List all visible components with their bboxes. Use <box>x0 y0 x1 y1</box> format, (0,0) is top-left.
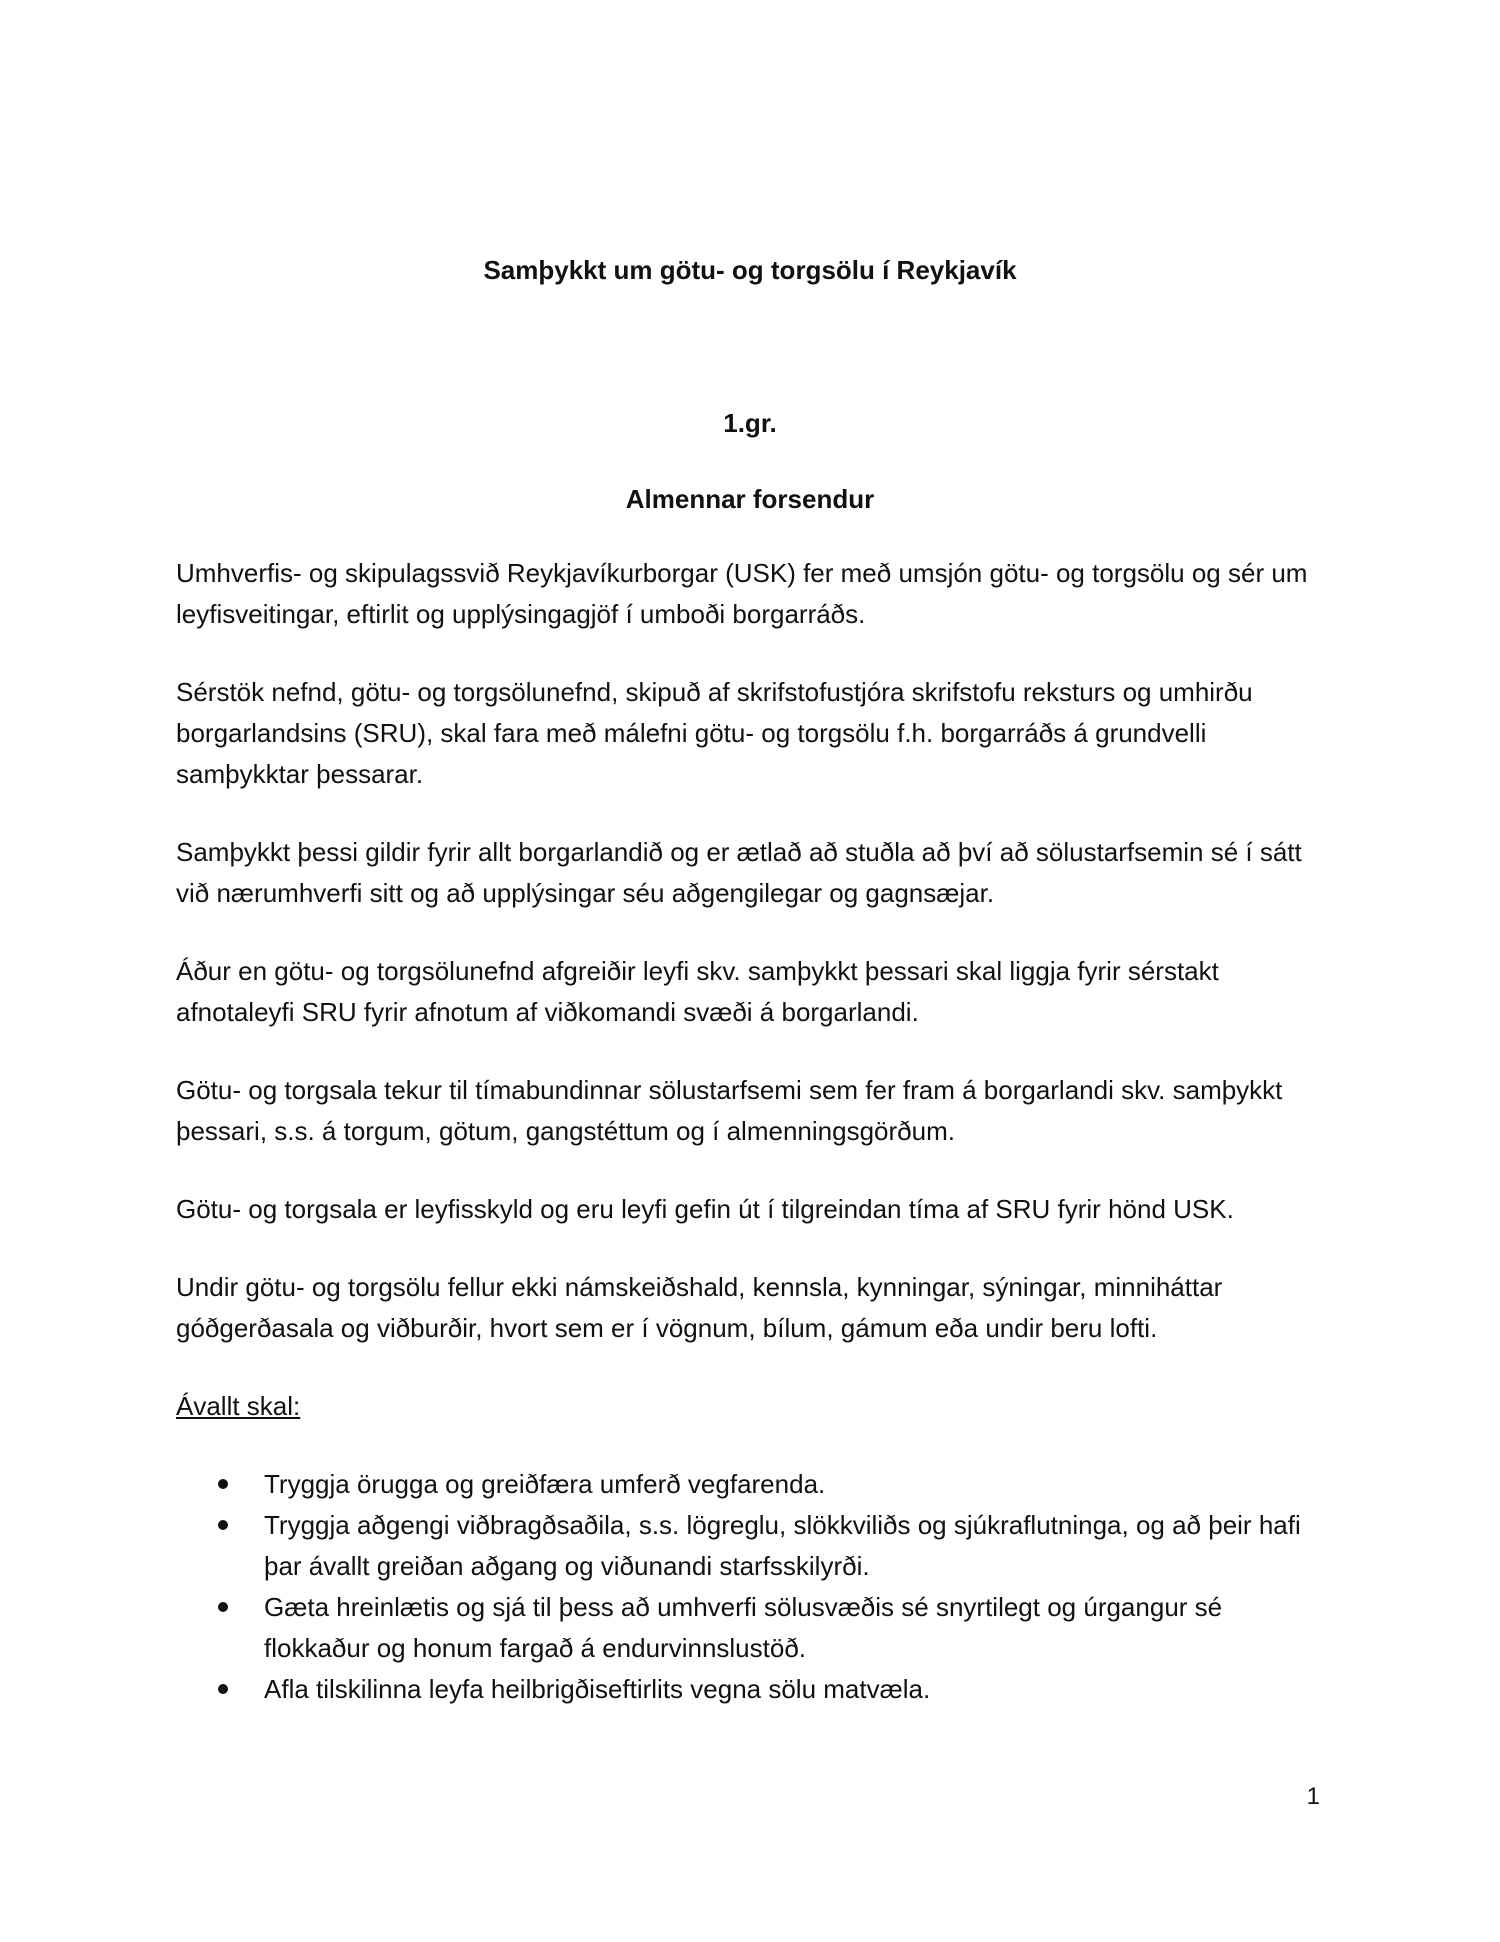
article-number: 1.gr. <box>723 408 777 438</box>
list-item <box>176 1464 1326 1505</box>
paragraph-definition: Götu- og torgsala tekur til tímabundinnar sölustarfsemi sem fer fram á borgarlandi skv. samþykkt þessari, s.s. á torgum, götum, gangstéttum og í almenningsgörðum. <box>176 1075 1283 1146</box>
bullet-icon <box>218 1479 228 1489</box>
article-body <box>176 553 1326 1710</box>
bullet-icon <box>218 1520 228 1530</box>
bullet-icon <box>218 1684 228 1694</box>
list-item-text: Tryggja aðgengi viðbragðsaðila, s.s. lögreglu, slökkviliðs og sjúkraflutninga, og að þeir hafi þar ávallt greiðan aðgang og viðunandi starfsskilyrði. <box>264 1510 1301 1581</box>
list-item <box>176 1669 1326 1710</box>
always-heading: Ávallt skal: <box>176 1391 301 1421</box>
paragraph-licensing: Götu- og torgsala er leyfisskyld og eru leyfi gefin út í tilgreindan tíma af SRU fyrir hönd USK. <box>176 1194 1234 1224</box>
paragraph-committee: Sérstök nefnd, götu- og torgsölunefnd, skipuð af skrifstofustjóra skrifstofu reksturs og umhirðu borgarlandsins (SRU), skal fara með málefni götu- og torgsölu f.h. borgarráðs á grundvelli samþykktar þessarar. <box>176 677 1253 789</box>
document-title: Samþykkt um götu- og torgsölu í Reykjavík <box>483 255 1017 285</box>
paragraph-usk: Umhverfis- og skipulagssvið Reykjavíkurborgar (USK) fer með umsjón götu- og torgsölu og sér um leyfisveitingar, eftirlit og upplýsingagjöf í umboði borgarráðs. <box>176 558 1308 629</box>
requirements-list <box>176 1464 1326 1710</box>
list-item-text: Tryggja örugga og greiðfæra umferð vegfarenda. <box>264 1469 826 1499</box>
paragraph-permit-prerequisite: Áður en götu- og torgsölunefnd afgreiðir leyfi skv. samþykkt þessari skal liggja fyrir sérstakt afnotaleyfi SRU fyrir afnotum af viðkomandi svæði á borgarlandi. <box>176 956 1219 1027</box>
paragraph-scope: Samþykkt þessi gildir fyrir allt borgarlandið og er ætlað að stuðla að því að sölustarfsemin sé í sátt við nærumhverfi sitt og að upplýsingar séu aðgengilegar og gagnsæjar. <box>176 837 1302 908</box>
list-item <box>176 1587 1326 1669</box>
page-number: 1 <box>1306 1783 1320 1810</box>
paragraph-exclusions: Undir götu- og torgsölu fellur ekki námskeiðshald, kennsla, kynningar, sýningar, minniháttar góðgerðasala og viðburðir, hvort sem er í vögnum, bílum, gámum eða undir beru lofti. <box>176 1272 1223 1343</box>
list-item-text: Gæta hreinlætis og sjá til þess að umhverfi sölusvæðis sé snyrtilegt og úrgangur sé flokkaður og honum fargað á endurvinnslustöð. <box>264 1592 1223 1663</box>
list-item-text: Afla tilskilinna leyfa heilbrigðiseftirlits vegna sölu matvæla. <box>264 1674 931 1704</box>
list-item <box>176 1505 1326 1587</box>
bullet-icon <box>218 1602 228 1612</box>
article-heading: Almennar forsendur <box>625 484 875 514</box>
